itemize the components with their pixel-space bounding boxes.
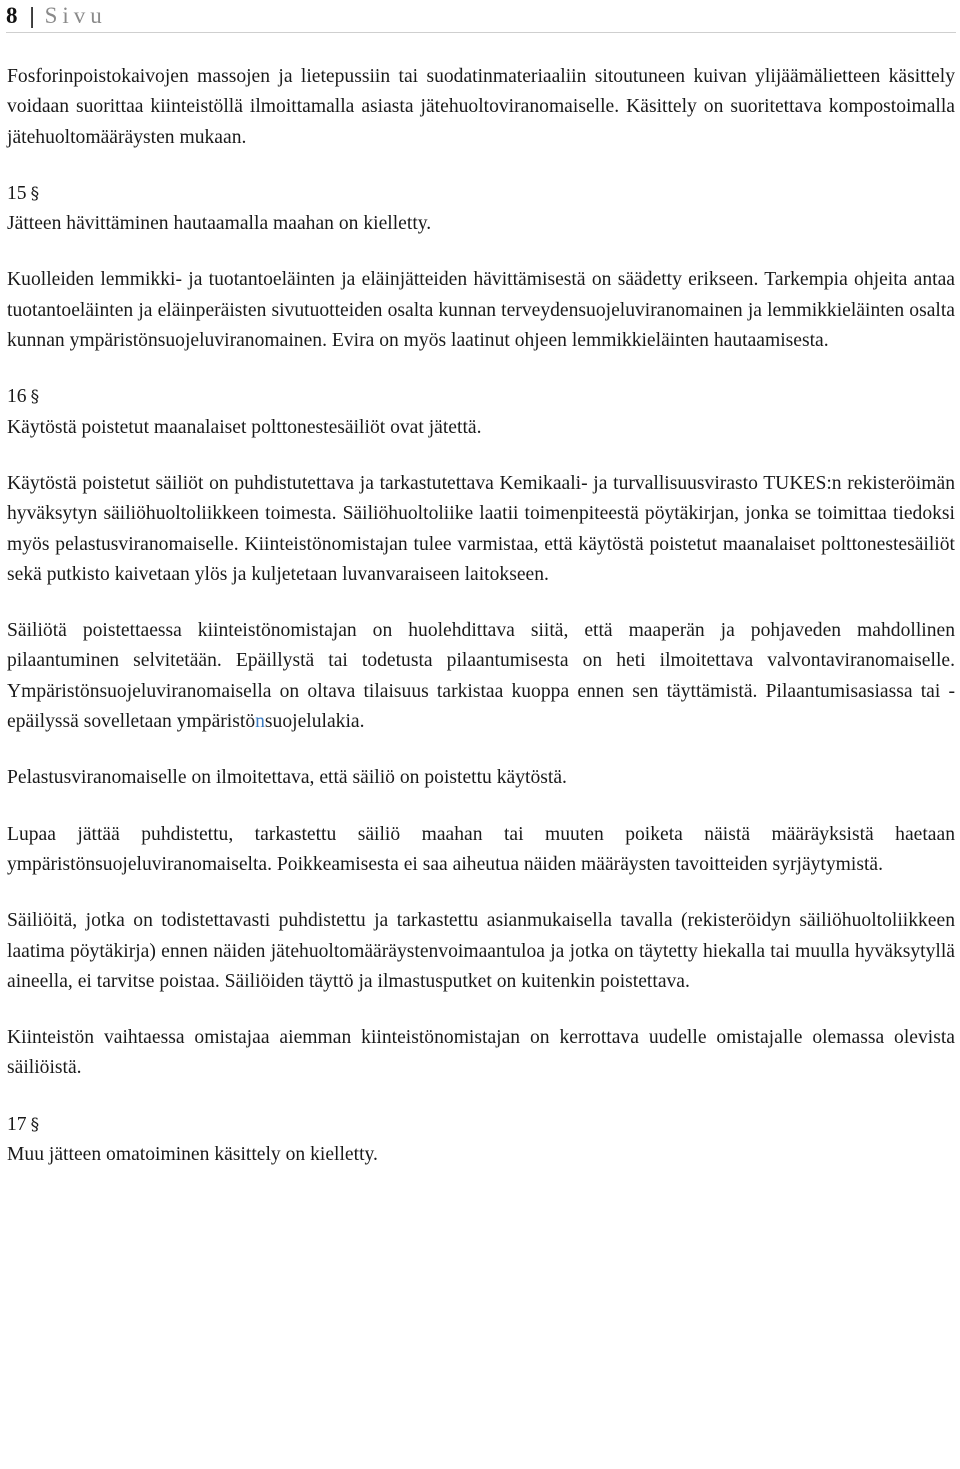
page-number: 8 (6, 3, 18, 28)
section-15-text: Jätteen hävittäminen hautaamalla maahan on kielletty. (7, 213, 432, 235)
section-16-number: 16 (7, 386, 27, 408)
p4-text-start: Säiliötä poistettaessa kiinteistönomistajan on huolehdittava siitä, että maaperän ja pohjaveden mahdollinen pilaantuminen selvitetään. Epäillystä tai todetusta pilaantumisesta on heti ilmoitettava valvontaviranomaiselle. Ympäristönsuojeluviranomaisella on oltava tilaisuus tarkistaa kuoppa ennen sen täyttämistä. Pilaantumisasiassa tai -epäilyssä sovelletaan ympäristö (7, 620, 955, 733)
document-body (7, 62, 955, 1170)
page-header (6, 0, 956, 33)
section-symbol-icon: § (30, 1114, 40, 1135)
section-17-text: Muu jätteen omatoiminen käsittely on kielletty. (7, 1144, 378, 1166)
section-symbol-icon: § (30, 387, 40, 408)
paragraph-sludge-treatment: Fosforinpoistokaivojen massojen ja lietepussiin tai suodatinmateriaaliin sitoutuneen kuivan ylijäämälietteen käsittely voidaan suorittaa kiinteistöllä ilmoittamalla asiasta jätehuoltoviranomaiselle. Käsittely on suoritettava kompostoimalla jätehuoltomääräysten mukaan. (7, 66, 955, 148)
header-separator: | (29, 3, 35, 28)
section-15-number: 15 (7, 182, 27, 204)
section-15-heading (7, 179, 955, 209)
section-symbol-icon: § (30, 183, 40, 204)
p4-highlighted-char: n (255, 711, 265, 733)
paragraph-old-tanks: Säiliöitä, jotka on todistettavasti puhdistettu ja tarkastettu asianmukaisella tavalla (rekisteröidyn säiliöhuoltoliikkeen laatima pöytäkirja) ennen näiden jätehuoltomääräystenvoimaantuloa ja jotka on täytetty hiekalla tai muulla hyväksytyllä aineella, ei tarvitse poistaa. Säiliöiden täyttö ja ilmastusputket on kuitenkin poistettava. (7, 910, 955, 992)
section-16-heading (7, 382, 955, 412)
paragraph-animal-waste: Kuolleiden lemmikki- ja tuotantoeläinten ja eläinjätteiden hävittämisestä on säädetty erikseen. Tarkempia ohjeita antaa tuotantoeläinten ja eläinperäisten sivutuotteiden osalta kunnan terveydensuojeluviranomainen ja lemmikkieläinten osalta kunnan ympäristönsuojeluviranomainen. Evira on myös laatinut ohjeen lemmikkieläinten hautaamisesta. (7, 269, 955, 352)
section-17-number: 17 (7, 1113, 27, 1135)
paragraph-soil-contamination (7, 616, 955, 737)
p4-text-end: suojelulakia. (264, 711, 365, 733)
section-16-text: Käytöstä poistetut maanalaiset polttonestesäiliöt ovat jätettä. (7, 416, 482, 438)
paragraph-owner-change: Kiinteistön vaihtaessa omistajaa aiemman kiinteistönomistajan on kerrottava uudelle omistajalle olemassa olevista säiliöistä. (7, 1027, 955, 1079)
section-17-heading (7, 1110, 955, 1140)
paragraph-permit-exception: Lupaa jättää puhdistettu, tarkastettu säiliö maahan tai muuten poiketa näistä määräyksistä haetaan ympäristönsuojeluviranomaiselta. Poikkeamisesta ei saa aiheutua näiden määräysten tavoitteiden syrjäytymistä. (7, 823, 955, 875)
page-label: Sivu (44, 3, 107, 28)
paragraph-rescue-notification: Pelastusviranomaiselle on ilmoitettava, että säiliö on poistettu käytöstä. (7, 767, 567, 789)
paragraph-tank-cleaning: Käytöstä poistetut säiliöt on puhdistutettava ja tarkastutettava Kemikaali- ja turvallisuusvirasto TUKES:n rekisteröimän hyväksytyn säiliöhuoltoliikkeen toimesta. Säiliöhuoltoliike laatii toimenpiteestä pöytäkirjan, jonka se toimittaa tiedoksi myös pelastusviranomaiselle. Kiinteistönomistajan tulee varmistaa, että käytöstä poistetut maanalaiset polttonestesäiliöt sekä putkisto kaivetaan ylös ja kuljetetaan luvanvaraiseen laitokseen. (7, 472, 955, 585)
